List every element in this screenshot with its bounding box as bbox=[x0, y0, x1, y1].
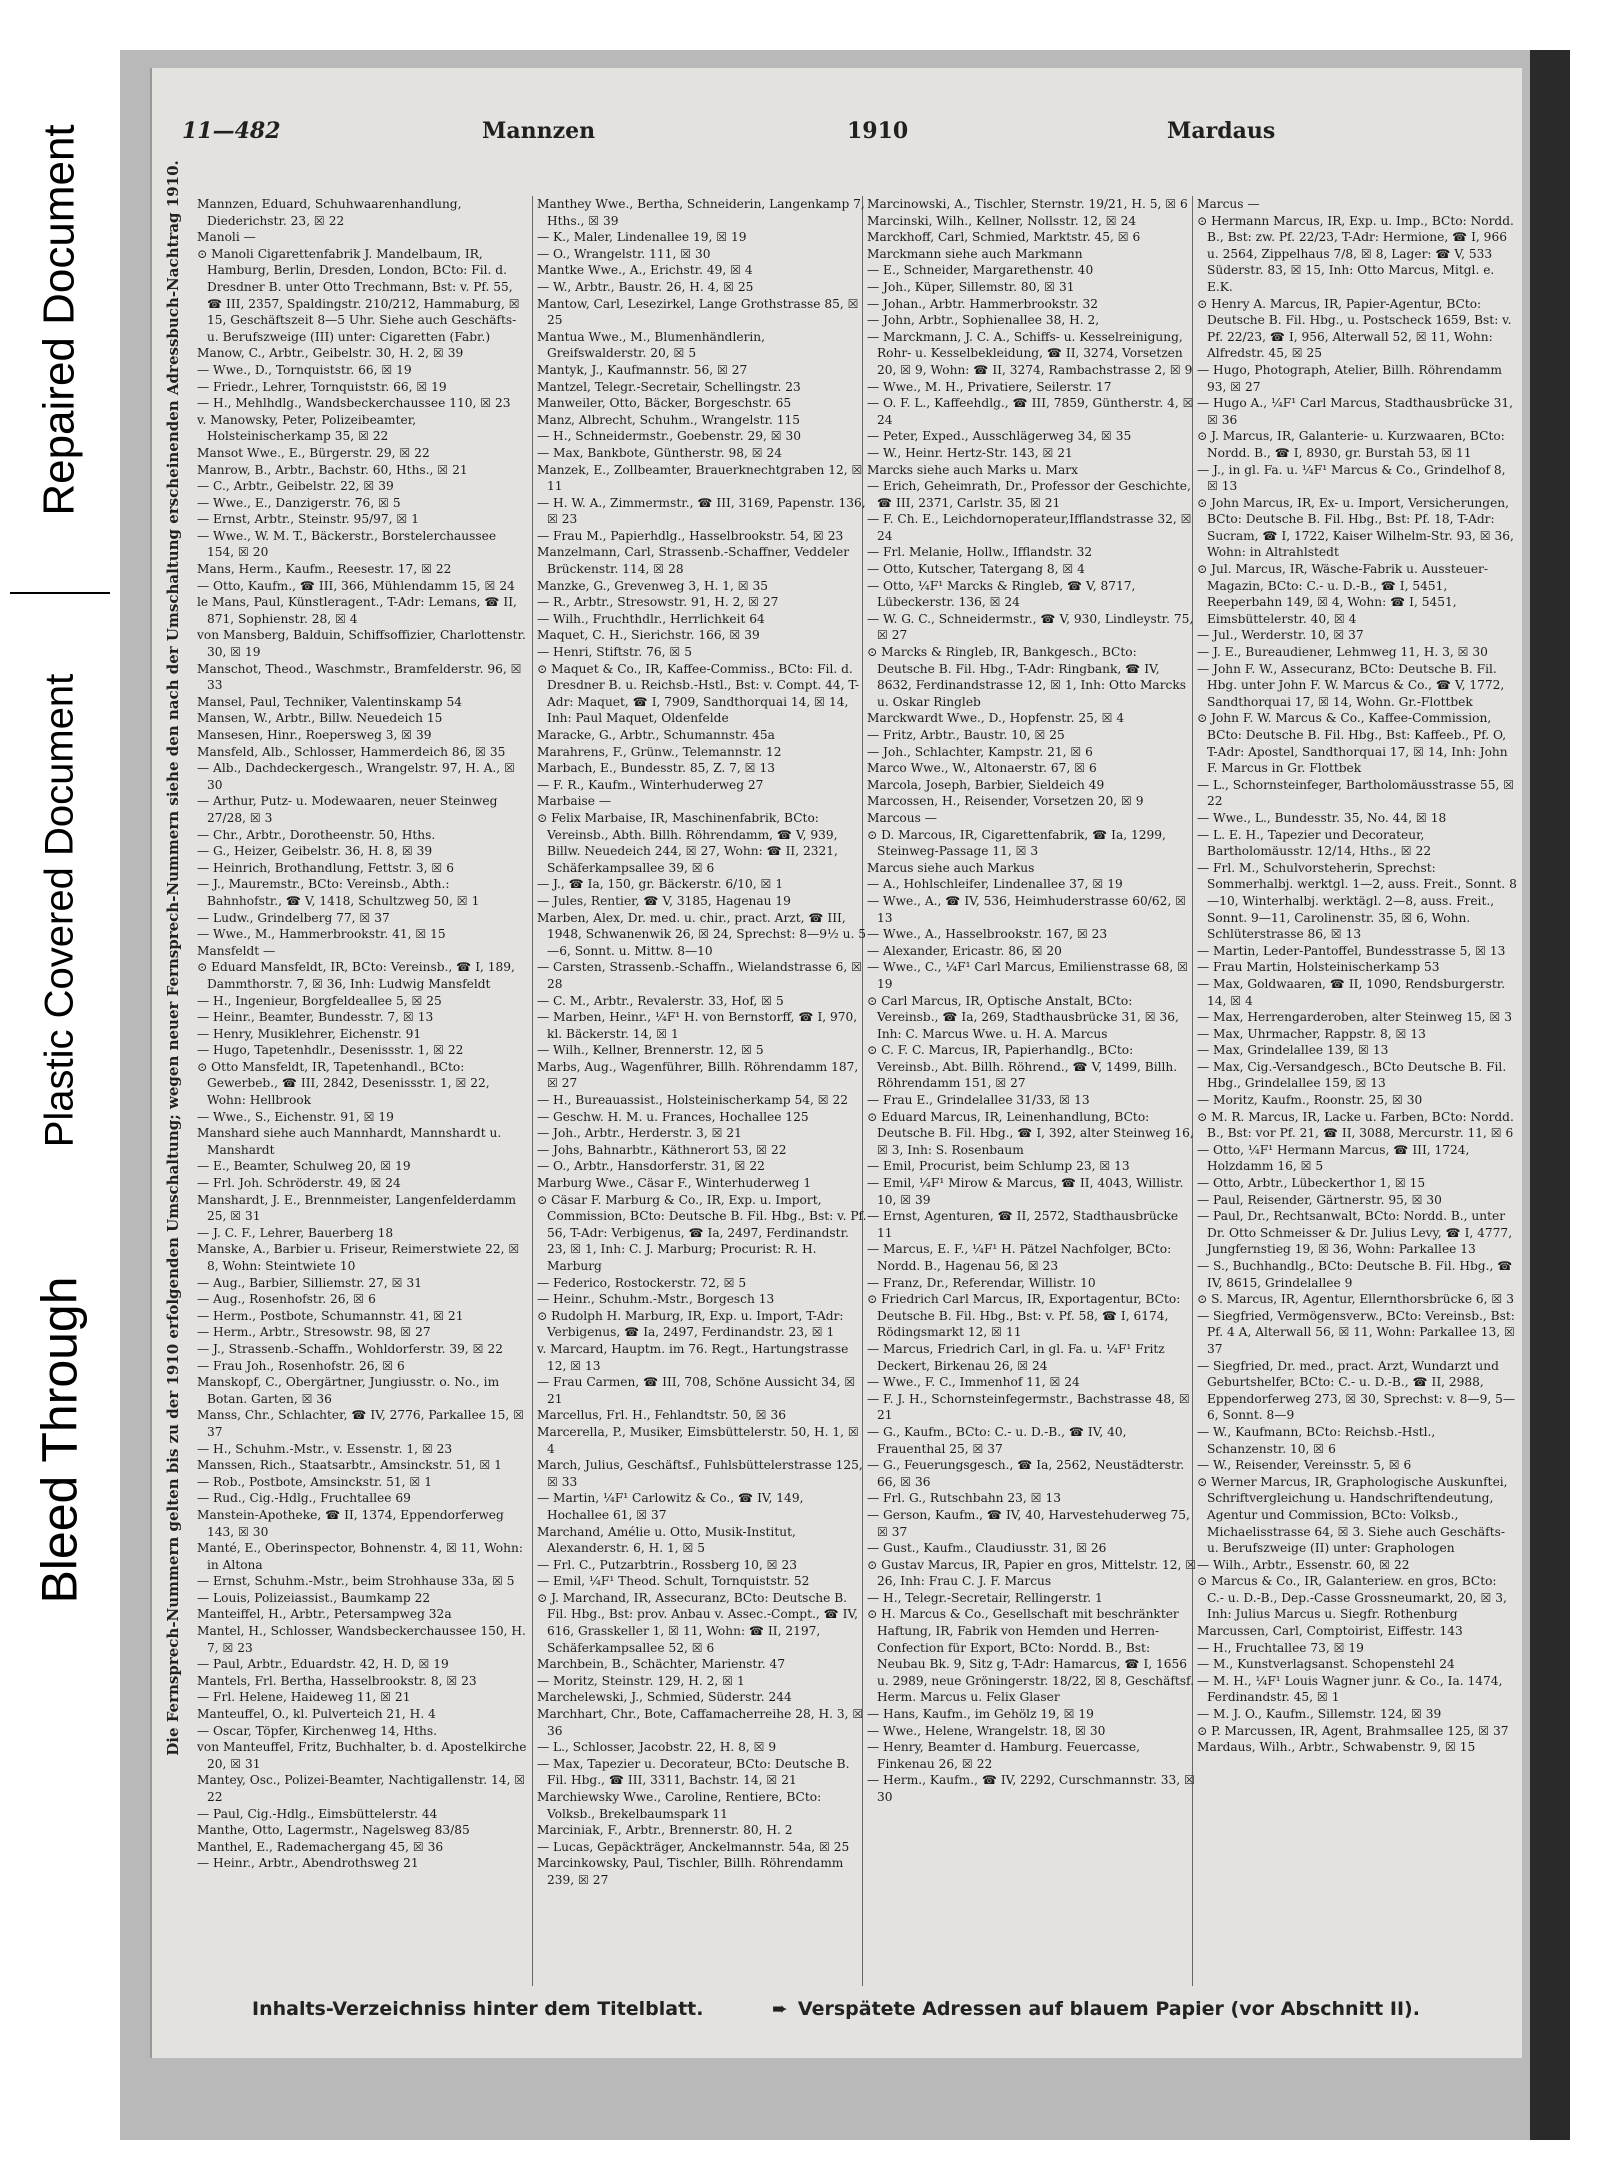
directory-entry: — John, Arbtr., Sophienallee 38, H. 2, bbox=[867, 313, 1100, 328]
directory-entry: — W. G. C., Schneidermstr., ☎ V, 930, Lindleystr. 75, ☒ 27 bbox=[867, 611, 1194, 643]
directory-entry: — Martin, ¼F¹ Carlowitz & Co., ☎ IV, 149, Hochallee 61, ☒ 37 bbox=[537, 1491, 804, 1522]
directory-entry: — Frl. Joh. Schröderstr. 49, ☒ 24 bbox=[197, 1176, 401, 1191]
directory-entry: Mansot Wwe., E., Bürgerstr. 29, ☒ 22 bbox=[197, 445, 430, 460]
directory-entry: Marchbein, B., Schächter, Marienstr. 47 bbox=[537, 1657, 786, 1672]
directory-entry: Maquet, C. H., Sierichstr. 166, ☒ 39 bbox=[537, 628, 760, 643]
directory-entry: — C. M., Arbtr., Revalerstr. 33, Hof, ☒ 5 bbox=[537, 993, 784, 1008]
directory-entry: — Frau Carmen, ☎ III, 708, Schöne Aussicht 34, ☒ 21 bbox=[537, 1375, 856, 1406]
directory-entry: — Moritz, Kaufm., Roonstr. 25, ☒ 30 bbox=[1197, 1093, 1423, 1108]
label-repaired bbox=[0, 55, 120, 585]
directory-entry: — Ernst, Arbtr., Steinstr. 95/97, ☒ 1 bbox=[197, 512, 419, 527]
directory-entry: — Frl. Melanie, Hollw., Ifflandstr. 32 bbox=[867, 545, 1093, 560]
directory-entry: Marcinkowsky, Paul, Tischler, Billh. Röhrendamm 239, ☒ 27 bbox=[537, 1856, 844, 1887]
directory-entry: — F. Ch. E., Leichdornoperateur,Ifflandstrasse 32, ☒ 24 bbox=[867, 512, 1192, 543]
directory-entry: — Hugo A., ¼F¹ Carl Marcus, Stadthausbrücke 31, ☒ 36 bbox=[1197, 396, 1514, 427]
directory-entry: — W., Heinr. Hertz-Str. 143, ☒ 21 bbox=[867, 445, 1073, 460]
directory-entry: — S., Buchhandlg., BCto: Deutsche B. Fil. Hbg., ☎ IV, 8615, Grindelallee 9 bbox=[1197, 1259, 1513, 1290]
directory-entry: — Ludw., Grindelberg 77, ☒ 37 bbox=[197, 910, 390, 925]
directory-entry: — W., Kaufmann, BCto: Reichsb.-Hstl., Schanzenstr. 10, ☒ 6 bbox=[1197, 1424, 1436, 1456]
page-number: 11—482 bbox=[182, 118, 281, 144]
directory-entry: — Peter, Exped., Ausschlägerweg 34, ☒ 35 bbox=[867, 429, 1132, 444]
margin-note bbox=[156, 160, 190, 1756]
directory-entry: ⊙ Manoli Cigarettenfabrik J. Mandelbaum, IR, Hamburg, Berlin, Dresden, London, BCto: Fil. d. Dresdner B. unter Otto Trechmann, Bst: v. Pf. 55, ☎ III, 2357, Spaldingstr. 210/212, Hammaburg, ☒ 15, Geschäftszeit 8—5 Uhr. Siehe auch Geschäfts- u. Berufszweige (III) unter: Cigaretten (Fabr.) bbox=[197, 246, 520, 344]
page-header bbox=[182, 118, 1492, 154]
directory-entry: — H., Fruchtallee 73, ☒ 19 bbox=[1197, 1640, 1364, 1655]
header-left-word: Mannzen bbox=[482, 118, 596, 144]
directory-entry: le Mans, Paul, Künstleragent., T-Adr: Lemans, ☎ II, 871, Sophienstr. 28, ☒ 4 bbox=[197, 595, 517, 626]
directory-entry: — O. F. L., Kaffeehdlg., ☎ III, 7859, Güntherstr. 4, ☒ 24 bbox=[867, 396, 1194, 427]
directory-entry: — H. W. A., Zimmermstr., ☎ III, 3169, Papenstr. 136, ☒ 23 bbox=[537, 495, 866, 527]
directory-entry: ⊙ Marcks & Ringleb, IR, Bankgesch., BCto: Deutsche B. Fil. Hbg., T-Adr: Ringbank, ☎ IV, 8632, Ferdinandstrasse 12, ☒ 1, Inh: Otto Marcks u. Oskar Ringleb bbox=[867, 645, 1186, 709]
directory-entry: — Herm., Arbtr., Stresowstr. 98, ☒ 27 bbox=[197, 1325, 431, 1340]
directory-entry: Marbach, E., Bundesstr. 85, Z. 7, ☒ 13 bbox=[537, 761, 775, 776]
directory-entry: Marco Wwe., W., Altonaerstr. 67, ☒ 6 bbox=[867, 761, 1097, 776]
directory-entry: Manshardt, J. E., Brennmeister, Langenfelderdamm 25, ☒ 31 bbox=[197, 1192, 517, 1224]
directory-entry: — G., Feuerungsgesch., ☎ Ia, 2562, Neustädterstr. 66, ☒ 36 bbox=[867, 1458, 1185, 1489]
directory-entry: Manoli — bbox=[197, 230, 256, 245]
scan-edge-shadow bbox=[1530, 50, 1570, 2140]
directory-entry: ⊙ Eduard Mansfeldt, IR, BCto: Vereinsb., ☎ I, 189, Dammthorstr. 7, ☒ 36, Inh: Ludwig Mansfeldt bbox=[197, 960, 515, 991]
label-bleed-text: Bleed Through bbox=[32, 1276, 89, 1604]
directory-entry: — Max, Uhrmacher, Rappstr. 8, ☒ 13 bbox=[1197, 1026, 1426, 1041]
directory-entry: ⊙ D. Marcous, IR, Cigarettenfabrik, ☎ Ia, 1299, Steinweg-Passage 11, ☒ 3 bbox=[867, 827, 1166, 859]
directory-entry: — Paul, Reisender, Gärtnerstr. 95, ☒ 30 bbox=[1197, 1192, 1442, 1207]
directory-entry: — Otto, Arbtr., Lübeckerthor 1, ☒ 15 bbox=[1197, 1176, 1426, 1191]
directory-entry: Manzelmann, Carl, Strassenb.-Schaffner, Veddeler Brückenstr. 114, ☒ 28 bbox=[537, 545, 850, 577]
pointing-arrow-icon: ➨ bbox=[772, 1998, 788, 2020]
directory-entry: — H., Ingenieur, Borgfeldeallee 5, ☒ 25 bbox=[197, 993, 442, 1008]
directory-entry: — Wwe., L., Bundesstr. 35, No. 44, ☒ 18 bbox=[1197, 810, 1447, 825]
directory-entry: — Jul., Werderstr. 10, ☒ 37 bbox=[1197, 628, 1364, 643]
directory-entry: — Joh., Küper, Sillemstr. 80, ☒ 31 bbox=[867, 279, 1075, 294]
directory-entry: Manshard siehe auch Mannhardt, Mannshardt u. Manshardt bbox=[197, 1126, 502, 1157]
directory-entry: — Marben, Heinr., ¼F¹ H. von Bernstorff, ☎ I, 970, kl. Bäckerstr. 14, ☒ 1 bbox=[537, 1010, 858, 1041]
directory-entry: — Herm., Postbote, Schumannstr. 41, ☒ 21 bbox=[197, 1308, 464, 1323]
directory-entry: Marcerella, P., Musiker, Eimsbüttelerstr. 50, H. 1, ☒ 4 bbox=[537, 1424, 859, 1456]
directory-entry: — Frau Martin, Holsteinischerkamp 53 bbox=[1197, 960, 1440, 975]
directory-entry: — Frau Joh., Rosenhofstr. 26, ☒ 6 bbox=[197, 1358, 405, 1373]
directory-entry: — Johs, Bahnarbtr., Käthnerort 53, ☒ 22 bbox=[537, 1142, 787, 1157]
directory-entry: ⊙ Felix Marbaise, IR, Maschinenfabrik, BCto: Vereinsb., Abth. Billh. Röhrendamm, ☎ V, 939, Billw. Neuedeich 244, ☒ 27, Wohn: ☎ II, 2321, Schäferkampsallee 39, ☒ 6 bbox=[537, 810, 838, 875]
directory-entry: — C., Arbtr., Geibelstr. 22, ☒ 39 bbox=[197, 479, 394, 494]
directory-entry: — Paul, Dr., Rechtsanwalt, BCto: Nordd. B., unter Dr. Otto Schmeisser & Dr. Julius Levy, ☎ I, 4777, Jungfernstieg 19, ☒ 36, Wohn: Parkallee 13 bbox=[1197, 1209, 1513, 1257]
directory-entry: — J., Mauremstr., BCto: Vereinsb., Abth.: Bahnhofstr., ☎ V, 1418, Schultzweg 50, ☒ 1 bbox=[197, 877, 480, 908]
directory-entry: — H., Schneidermstr., Goebenstr. 29, ☒ 30 bbox=[537, 429, 802, 444]
directory-entry: — W., Arbtr., Baustr. 26, H. 4, ☒ 25 bbox=[537, 279, 754, 294]
directory-entry: — Carsten, Strassenb.-Schaffn., Wielandstrasse 6, ☒ 28 bbox=[537, 960, 863, 991]
directory-entry: Manzek, E., Zollbeamter, Brauerknechtgraben 12, ☒ 11 bbox=[537, 462, 863, 494]
directory-entry: Manss, Chr., Schlachter, ☎ IV, 2776, Parkallee 15, ☒ 37 bbox=[197, 1408, 525, 1439]
directory-entry: Marchelewski, J., Schmied, Süderstr. 244 bbox=[537, 1690, 792, 1705]
directory-entry: v. Marcard, Hauptm. im 76. Regt., Hartungstrasse 12, ☒ 13 bbox=[537, 1341, 849, 1373]
directory-entry: — G., Kaufm., BCto: C.- u. D.-B., ☎ IV, 40, Frauenthal 25, ☒ 37 bbox=[867, 1424, 1127, 1456]
directory-entry: Mantow, Carl, Lesezirkel, Lange Grothstrasse 85, ☒ 25 bbox=[537, 296, 859, 328]
directory-entry: — Moritz, Steinstr. 129, H. 2, ☒ 1 bbox=[537, 1673, 745, 1688]
header-right-word: Mardaus bbox=[1167, 118, 1276, 144]
directory-entry: — Frau E., Grindelallee 31/33, ☒ 13 bbox=[867, 1093, 1090, 1108]
directory-entry: Manstein-Apotheke, ☎ II, 1374, Eppendorferweg 143, ☒ 30 bbox=[197, 1507, 504, 1539]
directory-entry: ⊙ C. F. C. Marcus, IR, Papierhandlg., BCto: Vereinsb., Abt. Billh. Röhrend., ☎ V, 1499, Billh. Röhrendamm 151, ☒ 27 bbox=[867, 1043, 1178, 1091]
directory-entry: — Alb., Dachdeckergesch., Wrangelstr. 97, H. A., ☒ 30 bbox=[197, 761, 515, 792]
directory-entry: — J. C. F., Lehrer, Bauerberg 18 bbox=[197, 1225, 394, 1240]
directory-entry: Manow, C., Arbtr., Geibelstr. 30, H. 2, ☒ 39 bbox=[197, 346, 464, 361]
scanned-page bbox=[120, 50, 1570, 2140]
directory-entry: von Manteuffel, Fritz, Buchhalter, b. d. Apostelkirche 20, ☒ 31 bbox=[197, 1740, 527, 1771]
directory-entry: ⊙ John F. W. Marcus & Co., Kaffee-Commission, BCto: Deutsche B. Fil. Hbg., Bst: Kaffeeb., Pf. O, T-Adr: Apostel, Sandthorquai 17, ☒ 14, Inh: John F. Marcus in Gr. Flottbek bbox=[1197, 711, 1508, 776]
directory-entry: Manskopf, C., Obergärtner, Jungiusstr. o. No., im Botan. Garten, ☒ 36 bbox=[197, 1375, 500, 1406]
directory-entry: Manthe, Otto, Lagermstr., Nagelsweg 83/85 bbox=[197, 1823, 470, 1838]
directory-entry: — Wwe., M., Hammerbrookstr. 41, ☒ 15 bbox=[197, 927, 446, 942]
directory-entry: — M. J. O., Kaufm., Sillemstr. 124, ☒ 39 bbox=[1197, 1707, 1442, 1722]
directory-entry: — Martin, Leder-Pantoffel, Bundesstrasse 5, ☒ 13 bbox=[1197, 943, 1506, 958]
directory-entry: ⊙ M. R. Marcus, IR, Lacke u. Farben, BCto: Nordd. B., Bst: vor Pf. 21, ☎ II, 3088, Mercurstr. 11, ☒ 6 bbox=[1197, 1109, 1514, 1141]
directory-entry: ⊙ P. Marcussen, IR, Agent, Brahmsallee 125, ☒ 37 bbox=[1197, 1723, 1509, 1738]
directory-entry: ⊙ Cäsar F. Marburg & Co., IR, Exp. u. Import, Commission, BCto: Deutsche B. Fil. Hbg., Bst: v. Pf. 56, T-Adr: Verbigenus, ☎ Ia, 2497, Ferdinandstr. 23, ☒ 1, Inh: C. J. Marburg; Procurist: R. H. Marburg bbox=[537, 1192, 867, 1273]
directory-entry: — Wilh., Arbtr., Essenstr. 60, ☒ 22 bbox=[1197, 1557, 1410, 1572]
directory-entry: — E., Beamter, Schulweg 20, ☒ 19 bbox=[197, 1159, 411, 1174]
directory-entry: — Wwe., F. C., Immenhof 11, ☒ 24 bbox=[867, 1375, 1080, 1390]
directory-entry: — Henri, Stiftstr. 76, ☒ 5 bbox=[537, 645, 692, 660]
directory-entry: — Otto, Kutscher, Tatergang 8, ☒ 4 bbox=[867, 562, 1085, 577]
directory-entry: Mardaus, Wilh., Arbtr., Schwabenstr. 9, ☒ 15 bbox=[1197, 1740, 1476, 1755]
directory-entry: — Wwe., W. M. T., Bäckerstr., Borstelerchaussee 154, ☒ 20 bbox=[197, 528, 497, 560]
directory-entry: — Marcus, Friedrich Carl, in gl. Fa. u. ¼F¹ Fritz Deckert, Birkenau 26, ☒ 24 bbox=[867, 1341, 1165, 1373]
directory-entry: Marbs, Aug., Wagenführer, Billh. Röhrendamm 187, ☒ 27 bbox=[537, 1059, 859, 1091]
directory-entry: — Henry, Musiklehrer, Eichenstr. 91 bbox=[197, 1026, 422, 1041]
directory-entry: Marcussen, Carl, Comptoirist, Eiffestr. 143 bbox=[1197, 1624, 1463, 1639]
directory-entry: Marcola, Joseph, Barbier, Sieldeich 49 bbox=[867, 777, 1105, 792]
label-repaired-text: Repaired Document bbox=[35, 124, 85, 516]
directory-entry: ⊙ Friedrich Carl Marcus, IR, Exportagentur, BCto: Deutsche B. Fil. Hbg., Bst: v. Pf. 58, ☎ I, 6174, Rödingsmarkt 12, ☒ 11 bbox=[867, 1292, 1181, 1340]
directory-entry: — Wwe., D., Tornquiststr. 66, ☒ 19 bbox=[197, 362, 412, 377]
directory-entry: Mansesen, Hinr., Roepersweg 3, ☒ 39 bbox=[197, 728, 432, 742]
directory-entry: — J., Strassenb.-Schaffn., Wohldorferstr. 39, ☒ 22 bbox=[197, 1341, 503, 1356]
directory-entry: — Oscar, Töpfer, Kirchenweg 14, Hths. bbox=[197, 1723, 438, 1738]
directory-entry: Mansel, Paul, Techniker, Valentinskamp 54 bbox=[197, 694, 462, 709]
directory-entry: Manté, E., Oberinspector, Bohnenstr. 4, ☒ 11, Wohn: in Altona bbox=[197, 1541, 523, 1572]
directory-entry: ⊙ John Marcus, IR, Ex- u. Import, Versicherungen, BCto: Deutsche B. Fil. Hbg., Bst: Pf. 18, T-Adr: Sucram, ☎ I, 1722, Kaiser Wilhelm-Str. 93, ☒ 36, Wohn: in Altrahlstedt bbox=[1197, 495, 1514, 560]
directory-entry: Manthey Wwe., Bertha, Schneiderin, Langenkamp 7, Hths., ☒ 39 bbox=[537, 197, 865, 228]
label-plastic bbox=[0, 600, 120, 1220]
divider bbox=[10, 592, 110, 594]
directory-entry: — H., Telegr.-Secretair, Rellingerstr. 1 bbox=[867, 1590, 1103, 1605]
directory-entry: Mansen, W., Arbtr., Billw. Neuedeich 15 bbox=[197, 711, 443, 726]
directory-entry: Mantyk, J., Kaufmannstr. 56, ☒ 27 bbox=[537, 362, 748, 377]
directory-entry: — Wilh., Kellner, Brennerstr. 12, ☒ 5 bbox=[537, 1043, 764, 1058]
directory-entry: — Rob., Postbote, Amsinckstr. 51, ☒ 1 bbox=[197, 1474, 432, 1489]
directory-entry: — W., Reisender, Vereinsstr. 5, ☒ 6 bbox=[1197, 1458, 1412, 1473]
directory-entry: Marcellus, Frl. H., Fehlandtstr. 50, ☒ 36 bbox=[537, 1408, 786, 1423]
directory-entry: — J., ☎ Ia, 150, gr. Bäckerstr. 6/10, ☒ 1 bbox=[537, 877, 784, 892]
directory-entry: — H., Schuhm.-Mstr., v. Essenstr. 1, ☒ 23 bbox=[197, 1441, 453, 1456]
directory-entry: ⊙ S. Marcus, IR, Agentur, Ellernthorsbrücke 6, ☒ 3 bbox=[1197, 1292, 1514, 1307]
footer-left: Inhalts-Verzeichniss hinter dem Titelblatt. bbox=[252, 1998, 704, 2020]
directory-entry: — John F. W., Assecuranz, BCto: Deutsche B. Fil. Hbg. unter John F. W. Marcus & Co., ☎ V, 1772, Sandthorquai 17, ☒ 14, Wohn. Gr.-Flottbek bbox=[1197, 661, 1505, 709]
directory-entry: Mans, Herm., Kaufm., Reesestr. 17, ☒ 22 bbox=[197, 562, 452, 577]
directory-entry: Manzke, G., Grevenweg 3, H. 1, ☒ 35 bbox=[537, 578, 769, 593]
directory-entry: — Heinr., Beamter, Bundesstr. 7, ☒ 13 bbox=[197, 1010, 434, 1025]
directory-entry: Mannzen, Eduard, Schuhwaarenhandlung, Diederichstr. 23, ☒ 22 bbox=[197, 197, 462, 228]
directory-entry: Marben, Alex, Dr. med. u. chir., pract. Arzt, ☎ III, 1948, Schwanenwik 26, ☒ 24, Sprechst: 8—9½ u. 5—6, Sonnt. u. Mittw. 8—10 bbox=[537, 910, 867, 958]
directory-entry: — Heinr., Schuhm.-Mstr., Borgesch 13 bbox=[537, 1292, 775, 1307]
directory-entry: — G., Heizer, Geibelstr. 36, H. 8, ☒ 39 bbox=[197, 844, 433, 859]
side-labels bbox=[0, 0, 120, 2177]
directory-entry: — Joh., Schlachter, Kampstr. 21, ☒ 6 bbox=[867, 744, 1093, 759]
directory-entry: — Max, Tapezier u. Decorateur, BCto: Deutsche B. Fil. Hbg., ☎ III, 3311, Bachstr. 14, ☒ 21 bbox=[537, 1756, 850, 1788]
directory-entry: — Frau M., Papierhdlg., Hasselbrookstr. 54, ☒ 23 bbox=[537, 528, 844, 543]
directory-entry: — Gust., Kaufm., Claudiusstr. 31, ☒ 26 bbox=[867, 1541, 1107, 1556]
directory-entry: — Wwe., M. H., Privatiere, Seilerstr. 17 bbox=[867, 379, 1112, 394]
directory-entry: v. Manowsky, Peter, Polizeibeamter, Holsteinischerkamp 35, ☒ 22 bbox=[197, 412, 417, 444]
directory-entry: — Ernst, Schuhm.-Mstr., beim Strohhause 33a, ☒ 5 bbox=[197, 1574, 515, 1589]
column-3 bbox=[867, 196, 1197, 1986]
directory-entry: — Max, Cig.-Versandgesch., BCto Deutsche B. Fil. Hbg., Grindelallee 159, ☒ 13 bbox=[1197, 1059, 1507, 1091]
directory-entry: — Wwe., Helene, Wrangelstr. 18, ☒ 30 bbox=[867, 1723, 1106, 1738]
directory-entry: Marciniak, F., Arbtr., Brennerstr. 80, H. 2 bbox=[537, 1823, 793, 1838]
directory-entry: — Fritz, Arbtr., Baustr. 10, ☒ 25 bbox=[867, 728, 1065, 742]
directory-entry: — Marckmann, J. C. A., Schiffs- u. Kesselreinigung, Rohr- u. Kesselbekleidung, ☎ II, 3274, Vorsetzen 20, ☒ 9, Wohn: ☎ II, 3274, Rambachstrasse 2, ☒ 9 bbox=[867, 329, 1193, 377]
directory-entry: Marburg Wwe., Cäsar F., Winterhuderweg 1 bbox=[537, 1176, 812, 1191]
directory-entry: — Frl. G., Rutschbahn 23, ☒ 13 bbox=[867, 1491, 1061, 1506]
directory-entry: — K., Maler, Lindenallee 19, ☒ 19 bbox=[537, 230, 747, 245]
directory-entry: — M., Kunstverlagsanst. Schopenstehl 24 bbox=[1197, 1657, 1455, 1672]
column-4 bbox=[1197, 196, 1517, 1986]
directory-entry: — Franz, Dr., Referendar, Willistr. 10 bbox=[867, 1275, 1096, 1290]
directory-entry: — Emil, ¼F¹ Theod. Schult, Tornquiststr. 52 bbox=[537, 1574, 810, 1589]
column-2 bbox=[537, 196, 867, 1986]
directory-entry: Mantua Wwe., M., Blumenhändlerin, Greifswalderstr. 20, ☒ 5 bbox=[537, 329, 766, 361]
directory-entry: — O., Arbtr., Hansdorferstr. 31, ☒ 22 bbox=[537, 1159, 765, 1174]
directory-entry: Mansfeldt — bbox=[197, 943, 276, 958]
directory-entry: — Siegfried, Dr. med., pract. Arzt, Wundarzt und Geburtshelfer, BCto: C.- u. D.-B., ☎ II, 2988, Eppendorferweg 273, ☒ 30, Sprechst: v. 8—9, 5—6, Sonnt. 8—9 bbox=[1197, 1358, 1516, 1423]
directory-entry: — R., Arbtr., Stresowstr. 91, H. 2, ☒ 27 bbox=[537, 595, 779, 610]
header-year: 1910 bbox=[847, 118, 909, 144]
directory-entry: — Gerson, Kaufm., ☎ IV, 40, Harvestehuderweg 75, ☒ 37 bbox=[867, 1507, 1190, 1539]
directory-entry: ⊙ Jul. Marcus, IR, Wäsche-Fabrik u. Aussteuer-Magazin, BCto: C.- u. D.-B., ☎ I, 5451, Reeperbahn 149, ☒ 4, Wohn: ☎ I, 5451, Eimsbüttelerstr. 40, ☒ 4 bbox=[1197, 562, 1488, 626]
directory-entry: — Ernst, Agenturen, ☎ II, 2572, Stadthausbrücke 11 bbox=[867, 1209, 1179, 1240]
directory-entry: ⊙ Otto Mansfeldt, IR, Tapetenhandl., BCto: Gewerbeb., ☎ III, 2842, Desenissstr. 1, ☒ 22, Wohn: Hellbrook bbox=[197, 1059, 490, 1108]
directory-entry: — Paul, Cig.-Hdlg., Eimsbüttelerstr. 44 bbox=[197, 1806, 438, 1821]
page-sheet bbox=[150, 68, 1522, 2058]
directory-entry: — Siegfried, Vermögensverw., BCto: Vereinsb., Bst: Pf. 4 A, Alterwall 56, ☒ 11, Wohn: Parkallee 13, ☒ 37 bbox=[1197, 1308, 1515, 1356]
directory-entry: Manteuffel, O., kl. Pulverteich 21, H. 4 bbox=[197, 1707, 436, 1722]
directory-entry: ⊙ J. Marchand, IR, Assecuranz, BCto: Deutsche B. Fil. Hbg., Bst: prov. Anbau v. Assec.-Compt., ☎ IV, 616, Grasskeller 1, ☒ 11, Wohn: ☎ II, 2197, Schäferkampsallee 52, ☒ 6 bbox=[537, 1590, 859, 1655]
directory-entry: — L., Schornsteinfeger, Bartholomäusstrasse 55, ☒ 22 bbox=[1197, 777, 1515, 809]
directory-entry: Mantey, Osc., Polizei-Beamter, Nachtigallenstr. 14, ☒ 22 bbox=[197, 1773, 526, 1804]
directory-entry: — E., Schneider, Margarethenstr. 40 bbox=[867, 263, 1094, 278]
directory-entry: — Hans, Kaufm., im Gehölz 19, ☒ 19 bbox=[867, 1707, 1094, 1722]
directory-entry: Manske, A., Barbier u. Friseur, Reimerstwiete 22, ☒ 8, Wohn: Steintwiete 10 bbox=[197, 1242, 520, 1273]
directory-entry: — H., Bureauassist., Holsteinischerkamp 54, ☒ 22 bbox=[537, 1093, 849, 1108]
directory-entry: — Max, Grindelallee 139, ☒ 13 bbox=[1197, 1043, 1389, 1058]
directory-entry: — Wilh., Fruchthdlr., Herrlichkeit 64 bbox=[537, 611, 765, 626]
directory-entry: — Louis, Polizeiassist., Baumkamp 22 bbox=[197, 1590, 431, 1605]
label-plastic-text: Plastic Covered Document bbox=[37, 673, 82, 1147]
directory-entry: — Wwe., A., ☎ IV, 536, Heimhuderstrasse 60/62, ☒ 13 bbox=[867, 893, 1187, 925]
directory-entry: — Wwe., A., Hasselbrookstr. 167, ☒ 23 bbox=[867, 927, 1108, 942]
directory-entry: — Frl. C., Putzarbtrin., Rossberg 10, ☒ 23 bbox=[537, 1557, 797, 1572]
footer-right-text: Verspätete Adressen auf blauem Papier (vor Abschnitt II). bbox=[797, 1998, 1420, 2020]
directory-entry: ⊙ Henry A. Marcus, IR, Papier-Agentur, BCto: Deutsche B. Fil. Hbg., u. Postscheck 1659, Bst: v. Pf. 22/23, ☎ I, 956, Alterwall 52, ☒ 11, Wohn: Alfredstr. 45, ☒ 25 bbox=[1197, 296, 1512, 361]
directory-entry: Marahrens, F., Grünw., Telemannstr. 12 bbox=[537, 744, 782, 759]
directory-entry: — J., in gl. Fa. u. ¼F¹ Marcus & Co., Grindelhof 8, ☒ 13 bbox=[1197, 462, 1506, 494]
margin-note-text: Die Fernsprech-Nummern gelten bis zu der 1910 erfolgenden Umschaltung; wegen neuer Fernsprech-Nummern siehe den nach der Umschaltung erscheinenden Adressbuch-Nachtrag 1910. bbox=[164, 160, 183, 1756]
directory-entry: — A., Hohlschleifer, Lindenallee 37, ☒ 19 bbox=[867, 877, 1123, 892]
footer-right bbox=[772, 1998, 1420, 2020]
directory-entry: Marchiewsky Wwe., Caroline, Rentiere, BCto: Volksb., Brekelbaumspark 11 bbox=[537, 1790, 822, 1821]
directory-entry: Manssen, Rich., Staatsarbtr., Amsinckstr. 51, ☒ 1 bbox=[197, 1458, 502, 1473]
directory-entry: — H., Mehlhdlg., Wandsbeckerchaussee 110, ☒ 23 bbox=[197, 396, 511, 411]
directory-entry: — J. E., Bureaudiener, Lehmweg 11, H. 3, ☒ 30 bbox=[1197, 645, 1488, 660]
directory-entry: — Henry, Beamter d. Hamburg. Feuercasse, Finkenau 26, ☒ 22 bbox=[867, 1740, 1140, 1771]
directory-entry: Marckhoff, Carl, Schmied, Marktstr. 45, ☒ 6 bbox=[867, 230, 1141, 245]
directory-entry: — Emil, ¼F¹ Mirow & Marcus, ☎ II, 4043, Willistr. 10, ☒ 39 bbox=[867, 1176, 1184, 1207]
directory-entry: — Otto, ¼F¹ Marcks & Ringleb, ☎ V, 8717, Lübeckerstr. 136, ☒ 24 bbox=[867, 578, 1136, 610]
directory-entry: — Lucas, Gepäckträger, Anckelmannstr. 54a, ☒ 25 bbox=[537, 1839, 850, 1854]
directory-entry: — F. R., Kaufm., Winterhuderweg 27 bbox=[537, 777, 764, 792]
directory-entry: Mantke Wwe., A., Erichstr. 49, ☒ 4 bbox=[537, 263, 753, 278]
directory-entry: Manschot, Theod., Waschmstr., Bramfelderstr. 96, ☒ 33 bbox=[197, 661, 522, 693]
directory-entry: ⊙ Hermann Marcus, IR, Exp. u. Imp., BCto: Nordd. B., Bst: zw. Pf. 22/23, T-Adr: Hermione, ☎ I, 966 u. 2564, Zippelhaus 7/8, ☒ 8, Lager: ☎ V, 533 Süderstr. 83, ☒ 15, Inh: Otto Marcus, Mitgl. e. E.K. bbox=[1197, 213, 1514, 294]
directory-entry: Mantel, H., Schlosser, Wandsbeckerchaussee 150, H. 7, ☒ 23 bbox=[197, 1624, 526, 1655]
directory-entry: Marcossen, H., Reisender, Vorsetzen 20, ☒ 9 bbox=[867, 794, 1144, 809]
directory-entry: ⊙ Carl Marcus, IR, Optische Anstalt, BCto: Vereinsb., ☎ Ia, 269, Stadthausbrücke 31, ☒ 36, Inh: C. Marcus Wwe. u. H. A. Marcus bbox=[867, 993, 1179, 1041]
directory-entry: — L., Schlosser, Jacobstr. 22, H. 8, ☒ 9 bbox=[537, 1740, 777, 1755]
directory-entry: — Wwe., S., Eichenstr. 91, ☒ 19 bbox=[197, 1109, 394, 1124]
directory-entry: — Friedr., Lehrer, Tornquiststr. 66, ☒ 19 bbox=[197, 379, 447, 394]
directory-entry: Marcinowski, A., Tischler, Sternstr. 19/21, H. 5, ☒ 6 bbox=[867, 197, 1188, 211]
directory-entry: Marchhart, Chr., Bote, Caffamacherreihe 28, H. 3, ☒ 36 bbox=[537, 1707, 864, 1738]
directory-entry: ⊙ H. Marcus & Co., Gesellschaft mit beschränkter Haftung, IR, Fabrik von Hemden und Herren-Confection für Export, BCto: Nordd. B., Bst: Neubau Bk. 9, Sitz g, T-Adr: Hamarcus, ☎ I, 1656 u. 2989, neue Gröningerstr. 18/22, ☒ 8, Geschäftsf. Herm. Marcus u. Felix Glaser bbox=[867, 1607, 1195, 1705]
directory-entry: — Frl. Helene, Haideweg 11, ☒ 21 bbox=[197, 1690, 411, 1705]
directory-entry: — Federico, Rostockerstr. 72, ☒ 5 bbox=[537, 1275, 747, 1290]
column-1 bbox=[197, 196, 527, 1986]
directory-entry: — Max, Bankbote, Güntherstr. 98, ☒ 24 bbox=[537, 445, 783, 460]
directory-entry: — Max, Herrengarderoben, alter Steinweg 15, ☒ 3 bbox=[1197, 1010, 1512, 1025]
directory-entry: — Wwe., C., ¼F¹ Carl Marcus, Emilienstrasse 68, ☒ 19 bbox=[867, 960, 1189, 991]
directory-entry: ⊙ Marcus & Co., IR, Galanteriew. en gros, BCto: C.- u. D.-B., Dep.-Casse Grossneumarkt, 20, ☒ 3, Inh: Julius Marcus u. Siegfr. Rothenburg bbox=[1197, 1574, 1507, 1622]
directory-entry: Manrow, B., Arbtr., Bachstr. 60, Hths., ☒ 21 bbox=[197, 462, 468, 477]
directory-entry: Marcus siehe auch Markus bbox=[867, 860, 1035, 875]
directory-entry: — Geschw. H. M. u. Frances, Hochallee 125 bbox=[537, 1109, 809, 1124]
directory-entry: Mansfeld, Alb., Schlosser, Hammerdeich 86, ☒ 35 bbox=[197, 744, 506, 759]
directory-entry: March, Julius, Geschäftsf., Fuhlsbüttelerstrasse 125, ☒ 33 bbox=[537, 1458, 863, 1489]
directory-entry: — Joh., Arbtr., Herderstr. 3, ☒ 21 bbox=[537, 1126, 742, 1141]
directory-entry: — Emil, Procurist, beim Schlump 23, ☒ 13 bbox=[867, 1159, 1130, 1174]
directory-entry: — Otto, ¼F¹ Hermann Marcus, ☎ III, 1724, Holzdamm 16, ☒ 5 bbox=[1197, 1142, 1470, 1174]
directory-entry: ⊙ Werner Marcus, IR, Graphologische Auskunftei, Schriftvergleichung u. Handschriftendeutung, Agentur und Commission, BCto: Volksb., Michaelisstrasse 64, ☒ 3. Siehe auch Geschäfts- u. Berufszweige (II) unter: Graphologen bbox=[1197, 1474, 1508, 1556]
directory-entry: Manthel, E., Rademachergang 45, ☒ 36 bbox=[197, 1839, 444, 1854]
directory-entry: — Johan., Arbtr. Hammerbrookstr. 32 bbox=[867, 296, 1099, 311]
directory-entry: — M. H., ¼F¹ Louis Wagner junr. & Co., Ia. 1474, Ferdinandstr. 45, ☒ 1 bbox=[1197, 1673, 1503, 1705]
directory-entry: — Alexander, Ericastr. 86, ☒ 20 bbox=[867, 943, 1062, 958]
directory-entry: Mantzel, Telegr.-Secretair, Schellingstr. 23 bbox=[537, 379, 801, 394]
directory-entry: — Hugo, Tapetenhdlr., Desenissstr. 1, ☒ 22 bbox=[197, 1043, 464, 1058]
directory-entry: — Paul, Arbtr., Eduardstr. 42, H. D, ☒ 19 bbox=[197, 1657, 449, 1672]
directory-entry: ⊙ J. Marcus, IR, Galanterie- u. Kurzwaaren, BCto: Nordd. B., ☎ I, 8930, gr. Burstah 53, ☒ 11 bbox=[1197, 429, 1505, 460]
directory-entry: — O., Wrangelstr. 111, ☒ 30 bbox=[537, 246, 711, 261]
directory-entry: — Marcus, E. F., ¼F¹ H. Pätzel Nachfolger, BCto: Nordd. B., Hagenau 56, ☒ 23 bbox=[867, 1242, 1172, 1273]
directory-entry: — L. E. H., Tapezier und Decorateur, Bartholomäusstr. 12/14, Hths., ☒ 22 bbox=[1197, 827, 1432, 859]
directory-entry: ⊙ Eduard Marcus, IR, Leinenhandlung, BCto: Deutsche B. Fil. Hbg., ☎ I, 392, alter Steinweg 16, ☒ 3, Inh: S. Rosenbaum bbox=[867, 1109, 1194, 1157]
directory-entry: Manz, Albrecht, Schuhm., Wrangelstr. 115 bbox=[537, 412, 801, 427]
directory-entry: Manweiler, Otto, Bäcker, Borgeschstr. 65 bbox=[537, 396, 792, 411]
directory-entry: — Otto, Kaufm., ☎ III, 366, Mühlendamm 15, ☒ 24 bbox=[197, 578, 515, 593]
directory-entry: Manteiffel, H., Arbtr., Petersampweg 32a bbox=[197, 1607, 452, 1622]
directory-entry: von Mansberg, Balduin, Schiffsoffizier, Charlottenstr. 30, ☒ 19 bbox=[197, 628, 526, 660]
directory-entry: ⊙ Rudolph H. Marburg, IR, Exp. u. Import, T-Adr: Verbigenus, ☎ Ia, 2497, Ferdinandstr. 23, ☒ 1 bbox=[537, 1308, 844, 1340]
directory-entry: — Aug., Rosenhofstr. 26, ☒ 6 bbox=[197, 1292, 376, 1307]
directory-entry: — Chr., Arbtr., Dorotheenstr. 50, Hths. bbox=[197, 827, 436, 842]
directory-entry: ⊙ Maquet & Co., IR, Kaffee-Commiss., BCto: Fil. d. Dresdner B. u. Reichsb.-Hstl., Bst: v. Compt. 44, T-Adr: Maquet, ☎ I, 7909, Sandthorquai 14, ☒ 14, Inh: Paul Maquet, Oldenfelde bbox=[537, 661, 860, 726]
directory-entry: Marchand, Amélie u. Otto, Musik-Institut, Alexanderstr. 6, H. 1, ☒ 5 bbox=[537, 1524, 796, 1556]
directory-entry: — Jules, Rentier, ☎ V, 3185, Hagenau 19 bbox=[537, 893, 791, 908]
directory-entry: — Wwe., E., Danzigerstr. 76, ☒ 5 bbox=[197, 495, 401, 510]
directory-entry: Marcus — bbox=[1197, 197, 1260, 211]
directory-entry: — Heinrich, Brothandlung, Fettstr. 3, ☒ 6 bbox=[197, 860, 454, 875]
column-rule bbox=[532, 196, 533, 1986]
directory-entry: Marcous — bbox=[867, 810, 937, 825]
directory-entry: — Rud., Cig.-Hdlg., Fruchtallee 69 bbox=[197, 1491, 411, 1506]
directory-entry: Marckmann siehe auch Markmann bbox=[867, 246, 1083, 261]
label-bleed bbox=[0, 1140, 120, 1740]
directory-entry: ⊙ Gustav Marcus, IR, Papier en gros, Mittelstr. 12, ☒ 26, Inh: Frau C. J. F. Marcus bbox=[867, 1557, 1197, 1589]
directory-entry: — Hugo, Photograph, Atelier, Billh. Röhrendamm 93, ☒ 27 bbox=[1197, 362, 1502, 394]
directory-entry: — Heinr., Arbtr., Abendrothsweg 21 bbox=[197, 1856, 419, 1871]
directory-entry: — Erich, Geheimrath, Dr., Professor der Geschichte, ☎ III, 2371, Carlstr. 35, ☒ 21 bbox=[867, 479, 1191, 510]
directory-entry: — Aug., Barbier, Silliemstr. 27, ☒ 31 bbox=[197, 1275, 422, 1290]
directory-entry: Marcks siehe auch Marks u. Marx bbox=[867, 462, 1079, 477]
directory-entry: — Max, Goldwaaren, ☎ II, 1090, Rendsburgerstr. 14, ☒ 4 bbox=[1197, 976, 1506, 1008]
directory-entry: — F. J. H., Schornsteinfegermstr., Bachstrasse 48, ☒ 21 bbox=[867, 1391, 1190, 1423]
directory-entry: Mantels, Frl. Bertha, Hasselbrookstr. 8, ☒ 23 bbox=[197, 1673, 477, 1688]
directory-entry: Marcinski, Wilh., Kellner, Nollsstr. 12, ☒ 24 bbox=[867, 213, 1137, 228]
directory-entry: — Frl. M., Schulvorsteherin, Sprechst: Sommerhalbj. werktgl. 1—2, auss. Freit., Sonnt. 8—10, Winterhalbj. werktägl. 2—8, auss. Freit., Sonnt. 9—11, Carolinenstr. 35, ☒ 6, Wohn. Schlüterstrasse 86, ☒ 13 bbox=[1197, 860, 1517, 942]
directory-entry: — Arthur, Putz- u. Modewaaren, neuer Steinweg 27/28, ☒ 3 bbox=[197, 794, 498, 825]
directory-entry: Marckwardt Wwe., D., Hopfenstr. 25, ☒ 4 bbox=[867, 711, 1125, 726]
directory-entry: — Herm., Kaufm., ☎ IV, 2292, Curschmannstr. 33, ☒ 30 bbox=[867, 1773, 1195, 1804]
directory-entry: Maracke, G., Arbtr., Schumannstr. 45a bbox=[537, 728, 775, 742]
directory-entry: Marbaise — bbox=[537, 794, 612, 809]
